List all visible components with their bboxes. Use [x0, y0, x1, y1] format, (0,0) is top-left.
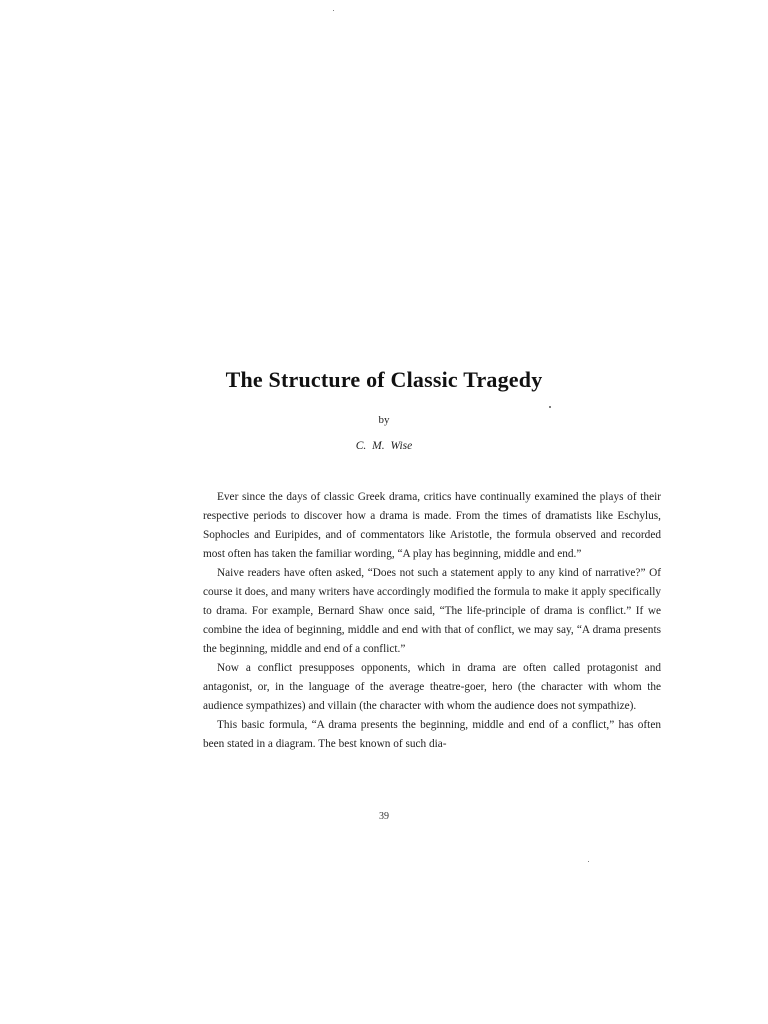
- print-speck: [588, 861, 589, 862]
- paragraph: Now a conflict presupposes opponents, which in drama are often called protagonist and antagonist, or, in the language of the average theatre-goer, hero (the character with whom the audience sympathizes) and villain (the character with whom the audience does not sympathize).: [203, 662, 661, 712]
- paragraph: Naive readers have often asked, “Does not such a statement apply to any kind of narrative?” Of course it does, and many writers have accordingly modified the formula to make it apply specifically to drama. For example, Bernard Shaw once said, “The life-principle of drama is conflict.” If we combine the idea of beginning, middle and end with that of conflict, we may say, “A drama presents the beginning, middle and end of a conflict.”: [203, 567, 661, 655]
- page-number: 39: [379, 811, 389, 822]
- author-name: C. M. Wise: [355, 440, 413, 452]
- article-title: The Structure of Classic Tragedy: [225, 367, 543, 392]
- print-speck: [549, 406, 551, 408]
- paragraph: This basic formula, “A drama presents the beginning, middle and end of a conflict,” has often been stated in a diagram. The best known of such dia-: [203, 719, 661, 750]
- paragraph: Ever since the days of classic Greek drama, critics have continually examined the plays of their respective periods to discover how a drama is made. From the times of dramatists like Eschylus, Sophocles and Euripides, and of commentators like Aristotle, the formula observed and recorded most often has taken the familiar wording, “A play has beginning, middle and end.”: [203, 491, 661, 560]
- print-speck: [333, 10, 334, 11]
- article-body: [203, 488, 661, 754]
- byline: by: [378, 414, 390, 426]
